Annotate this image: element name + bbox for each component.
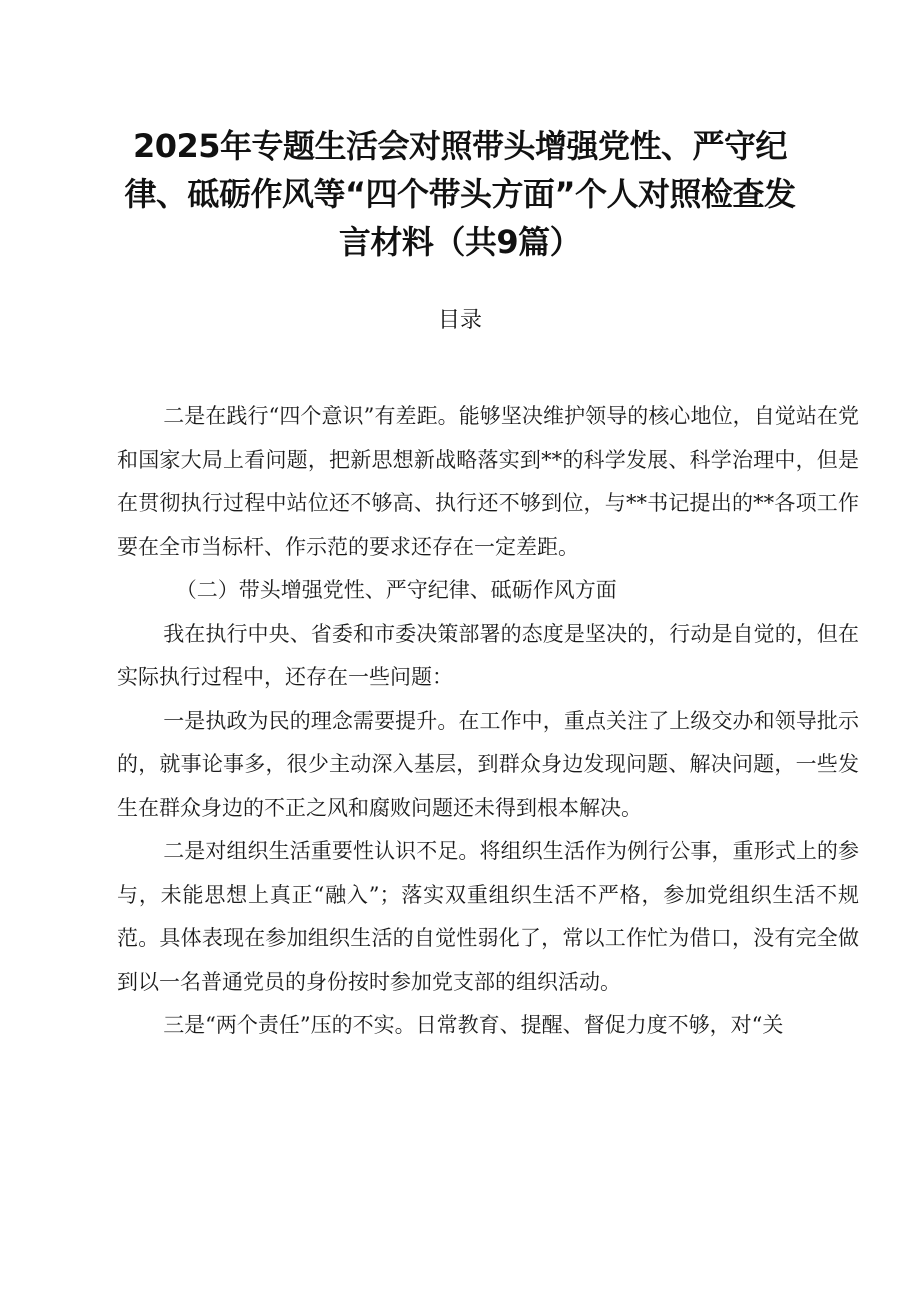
paragraph-point-one: 一是执政为民的理念需要提升。在工作中，重点关注了上级交办和领导批示的，就事论事多，很少主动深入基层，到群众身边发现问题、解决问题，一些发生在群众身边的不正之风和腐败问题还未得到根本解决。 [117,708,859,820]
paragraph-point-two: 二是对组织生活重要性认识不足。将组织生活作为例行公事，重形式上的参与，未能思想上真正“融入”；落实双重组织生活不严格，参加党组织生活不规范。具体表现在参加组织生活的自觉性弱化了，常以工作忙为借口，没有完全做到以一名普通党员的身份按时参加党支部的组织活动。 [117,839,859,994]
document-title: 2025年专题生活会对照带头增强党性、严守纪律、砥砺作风等“四个带头方面”个人对照检查发言材料（共9篇） [124,127,796,261]
document-body [117,395,859,1048]
paragraph-intro: 我在执行中央、省委和市委决策部署的态度是坚决的，行动是自觉的，但在实际执行过程中，还存在一些问题： [117,621,859,689]
section-heading: （二）带头增强党性、严守纪律、砥砺作风方面 [175,578,617,602]
paragraph-point-three: 三是“两个责任”压的不实。日常教育、提醒、督促力度不够，对“关 [163,1013,784,1037]
toc-heading: 目录 [437,308,482,333]
paragraph-four-consciousness: 二是在践行“四个意识”有差距。能够坚决维护领导的核心地位，自觉站在党和国家大局上看问题，把新思想新战略落实到**的科学发展、科学治理中，但是在贯彻执行过程中站位还不够高、执行还不够到位，与**书记提出的**各项工作要在全市当标杆、作示范的要求还存在一定差距。 [117,404,859,559]
